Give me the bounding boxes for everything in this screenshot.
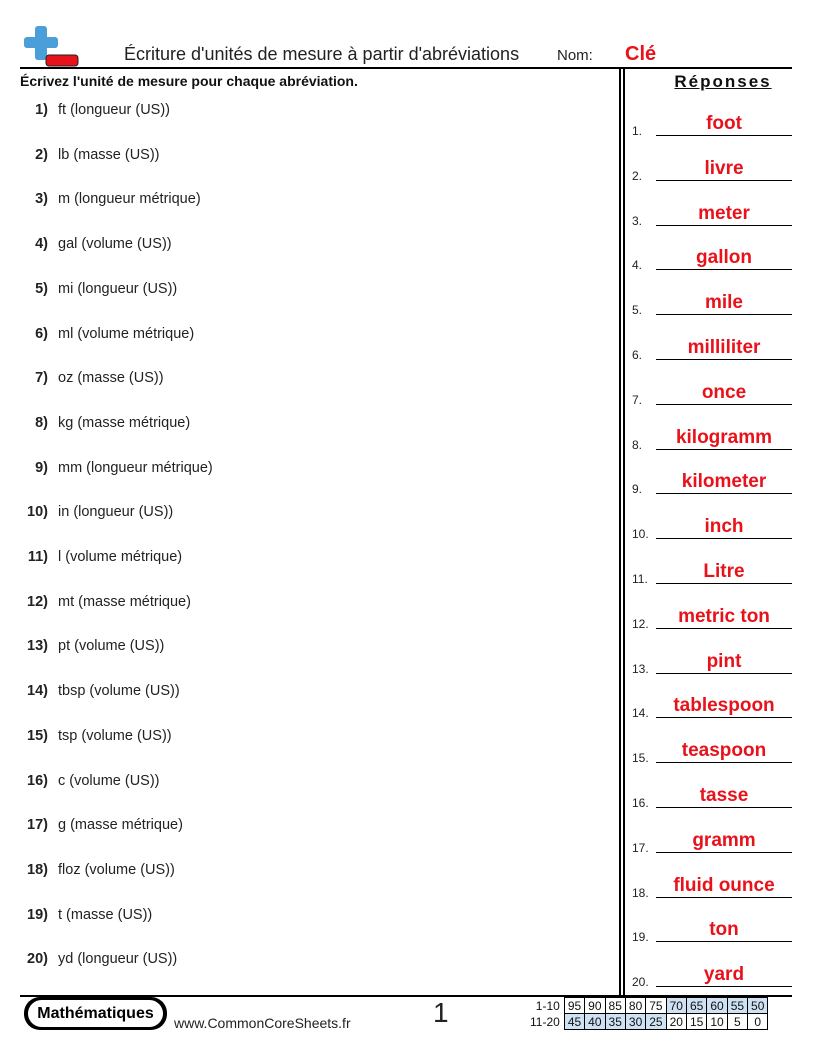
question-number: 8) <box>35 414 48 431</box>
answer-item <box>630 735 800 765</box>
answer-line <box>656 897 792 898</box>
answer-number: 7. <box>632 392 643 407</box>
answer-line <box>656 628 792 629</box>
instructions: Écrivez l'unité de mesure pour chaque abréviation. <box>20 73 358 89</box>
header-divider <box>20 67 792 69</box>
answer-number: 4. <box>632 258 643 273</box>
question-text: ml (volume métrique) <box>58 325 195 342</box>
question-text: t (masse (US)) <box>58 906 153 923</box>
question-text: ft (longueur (US)) <box>58 102 171 118</box>
question-text: floz (volume (US)) <box>58 861 175 878</box>
question-number: 4) <box>35 236 48 253</box>
answer-item <box>630 870 800 900</box>
answer-number: 16. <box>632 796 649 810</box>
answer-number: 12. <box>632 616 649 631</box>
answer-item <box>630 108 800 138</box>
question-number: 20) <box>27 951 48 968</box>
question-number: 17) <box>27 817 48 834</box>
question-number: 15) <box>27 727 48 744</box>
question-number: 16) <box>27 772 48 789</box>
answer-line <box>656 314 792 315</box>
answer-number: 8. <box>632 437 643 452</box>
answer-text: foot <box>706 113 742 134</box>
answer-item <box>630 511 800 541</box>
page-number: 1 <box>433 997 449 1028</box>
answer-text: kilogramm <box>675 426 773 448</box>
question-number: 6) <box>35 325 48 342</box>
answer-line <box>656 717 792 718</box>
score-cell: 25 <box>646 1014 666 1030</box>
question-text: c (volume (US)) <box>58 772 160 789</box>
score-cell: 50 <box>748 998 768 1014</box>
question-text: in (longueur (US)) <box>58 504 174 521</box>
question-text: mi (longueur (US)) <box>58 280 178 297</box>
question-number: 3) <box>35 191 48 208</box>
answer-number: 18. <box>632 885 649 900</box>
question-number: 11) <box>27 549 48 565</box>
answer-line <box>656 180 792 181</box>
question-text: g (masse métrique) <box>58 817 183 834</box>
score-range-label: 11-20 <box>530 1014 560 1029</box>
answer-number: 2. <box>632 168 643 183</box>
question-number: 14) <box>27 683 48 700</box>
score-cell: 20 <box>666 1014 686 1030</box>
score-range-label: 1-10 <box>535 998 560 1013</box>
answer-line <box>656 404 792 405</box>
answer-item <box>630 601 800 631</box>
answer-text: pint <box>706 650 742 672</box>
answer-text: gallon <box>696 247 752 269</box>
answer-item <box>630 153 800 183</box>
answer-item <box>630 242 800 272</box>
score-cell: 15 <box>686 1014 706 1030</box>
answer-line <box>656 449 792 450</box>
question-number: 12) <box>27 593 48 610</box>
score-cell: 55 <box>727 998 747 1014</box>
answer-text: inch <box>704 516 744 538</box>
answer-number: 17. <box>632 840 649 855</box>
score-table <box>527 997 768 1030</box>
answer-line <box>656 538 792 539</box>
answer-item <box>630 556 800 586</box>
answer-line <box>656 225 792 226</box>
answer-line <box>656 493 792 494</box>
question-number: 1) <box>35 102 48 118</box>
question-text: pt (volume (US)) <box>58 638 165 655</box>
answer-number: 20. <box>632 975 649 990</box>
question-text: oz (masse (US)) <box>58 370 164 387</box>
name-value: Clé <box>625 43 657 65</box>
answer-number: 11. <box>632 572 648 586</box>
worksheet-title: Écriture d'unités de mesure à partir d'abréviations <box>124 44 520 64</box>
question-number: 10) <box>27 504 48 521</box>
score-cell: 70 <box>666 998 686 1014</box>
answer-item <box>630 914 800 944</box>
question-text: tbsp (volume (US)) <box>58 683 180 700</box>
question-number: 5) <box>35 280 48 297</box>
score-cell: 40 <box>585 1014 605 1030</box>
name-label: Nom: <box>557 47 593 64</box>
answer-line <box>656 673 792 674</box>
answer-text: mile <box>704 292 744 314</box>
answer-number: 10. <box>632 527 649 542</box>
plus-minus-logo-icon <box>22 24 80 68</box>
answer-text: tablespoon <box>673 695 775 717</box>
answer-text: kilometer <box>681 471 767 493</box>
score-cell: 95 <box>564 998 584 1014</box>
answer-item <box>630 332 800 362</box>
answer-line <box>656 941 792 942</box>
site-url: www.CommonCoreSheets.fr <box>174 1015 351 1031</box>
answer-text: milliliter <box>687 337 761 358</box>
answer-text: fluid ounce <box>673 874 775 896</box>
question-text: gal (volume (US)) <box>58 236 172 253</box>
answer-item <box>630 959 800 989</box>
question-number: 19) <box>27 906 48 923</box>
answer-text: once <box>701 381 747 403</box>
score-cell: 75 <box>646 998 666 1014</box>
answer-text: ton <box>709 919 739 941</box>
question-text: lb (masse (US)) <box>58 146 160 163</box>
answer-line <box>656 359 792 360</box>
answer-item <box>630 690 800 720</box>
column-divider-left <box>619 68 621 995</box>
score-row <box>527 998 768 1014</box>
brand-label: Mathématiques <box>28 1000 163 1027</box>
question-text: m (longueur métrique) <box>58 191 201 208</box>
score-cell: 30 <box>625 1014 645 1030</box>
score-cell: 60 <box>707 998 727 1014</box>
answer-line <box>656 762 792 763</box>
answer-line <box>656 135 792 136</box>
answer-item <box>630 198 800 228</box>
score-cell: 35 <box>605 1014 625 1030</box>
answer-text: Litre <box>703 561 745 582</box>
answer-number: 5. <box>632 303 643 318</box>
answer-text: gramm <box>692 829 756 851</box>
answer-item <box>630 377 800 407</box>
answer-number: 15. <box>632 751 649 766</box>
answer-item <box>630 422 800 452</box>
score-cell: 80 <box>625 998 645 1014</box>
answer-number: 6. <box>632 348 643 362</box>
answer-text: livre <box>704 157 744 179</box>
answer-line <box>656 583 792 584</box>
question-text: l (volume métrique) <box>58 549 183 565</box>
question-text: kg (masse métrique) <box>58 414 191 431</box>
score-row <box>527 1014 768 1030</box>
answer-number: 19. <box>632 930 649 945</box>
answer-item <box>630 466 800 496</box>
question-number: 7) <box>35 370 48 387</box>
score-cell: 0 <box>748 1014 768 1030</box>
score-cell: 10 <box>707 1014 727 1030</box>
column-divider-right <box>623 68 625 995</box>
score-cell: 65 <box>686 998 706 1014</box>
question-text: mm (longueur métrique) <box>58 459 213 476</box>
answer-number: 1. <box>632 124 643 138</box>
question-text: mt (masse métrique) <box>58 593 191 610</box>
answer-item <box>630 825 800 855</box>
brand-badge <box>24 997 167 1030</box>
answer-item <box>630 287 800 317</box>
answer-line <box>656 852 792 853</box>
answer-number: 13. <box>632 661 649 676</box>
question-number: 18) <box>27 861 48 878</box>
question-number: 2) <box>35 146 48 163</box>
question-number: 9) <box>35 459 48 476</box>
answer-line <box>656 807 792 808</box>
question-text: yd (longueur (US)) <box>58 951 178 968</box>
answer-item <box>630 780 800 810</box>
answer-line <box>656 269 792 270</box>
answers-heading: Réponses <box>674 72 772 91</box>
answer-number: 9. <box>632 482 643 497</box>
answer-text: meter <box>698 202 750 224</box>
question-text: tsp (volume (US)) <box>58 727 172 744</box>
answer-number: 14. <box>632 706 649 721</box>
answer-line <box>656 986 792 987</box>
answer-number: 3. <box>632 213 643 228</box>
score-cell: 90 <box>585 998 605 1014</box>
answer-text: yard <box>703 964 745 986</box>
answer-text: metric ton <box>678 605 770 627</box>
question-number: 13) <box>27 638 48 655</box>
answer-text: teaspoon <box>681 740 767 762</box>
answer-item <box>630 646 800 676</box>
score-cell: 5 <box>727 1014 747 1030</box>
answer-text: tasse <box>699 785 749 806</box>
score-cell: 45 <box>564 1014 584 1030</box>
score-cell: 85 <box>605 998 625 1014</box>
